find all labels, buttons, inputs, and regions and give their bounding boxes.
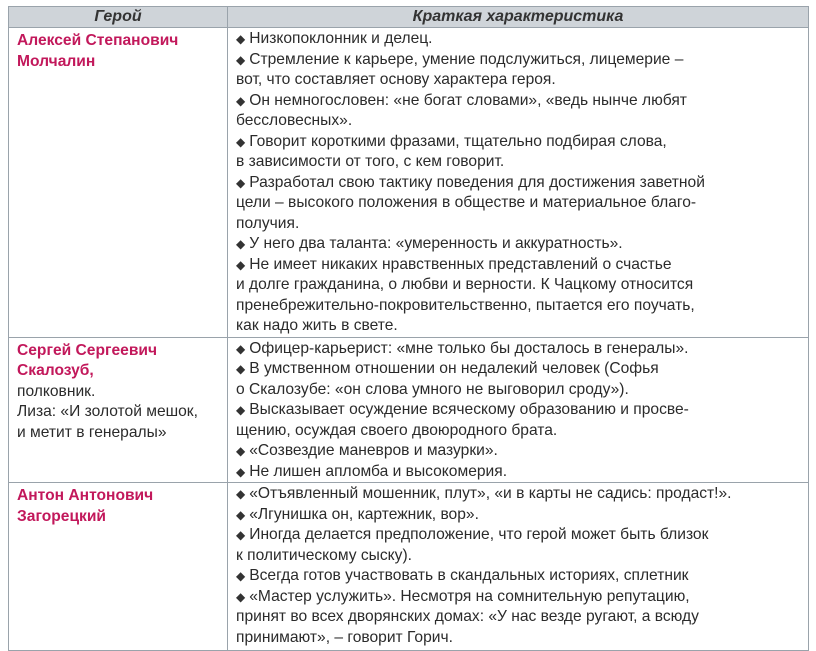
- description-line: [236, 359, 802, 380]
- description-line: [236, 587, 802, 608]
- description-line: [236, 214, 802, 235]
- bullet-diamond-icon: ◆: [236, 237, 246, 251]
- description-text: «Отъявленный мошенник, плут», «и в карты не садись: продаст!».: [249, 485, 732, 502]
- description-line: [236, 628, 802, 649]
- description-line: [236, 29, 802, 50]
- description-text: к политическому сыску).: [236, 546, 413, 564]
- hero-cell: [9, 337, 228, 483]
- description-line: [236, 400, 802, 421]
- description-line: [236, 275, 802, 296]
- hero-name-line: Антон Антонович: [17, 487, 154, 504]
- hero-name-line: Сергей Сергеевич: [17, 341, 158, 359]
- hero-cell: [9, 28, 228, 338]
- bullet-diamond-icon: ◆: [236, 444, 246, 458]
- description-text: цели – высокого положения в обществе и материальное благо-: [236, 194, 697, 211]
- description-text: Иногда делается предположение, что герой может быть близок: [249, 526, 709, 543]
- bullet-diamond-icon: ◆: [236, 487, 246, 501]
- bullet-diamond-icon: ◆: [236, 403, 246, 417]
- description-line: [236, 546, 802, 567]
- description-line: [236, 316, 802, 337]
- description-text: как надо жить в свете.: [236, 317, 398, 334]
- header-description: Краткая характеристика: [228, 7, 809, 28]
- description-text: «Созвездие маневров и мазурки».: [249, 442, 498, 459]
- hero-name-line: Алексей Степанович: [17, 32, 179, 49]
- bullet-diamond-icon: ◆: [236, 569, 246, 583]
- description-cell: [228, 483, 809, 651]
- description-text: пренебрежительно-покровительственно, пытается его поучать,: [236, 296, 695, 314]
- description-text: В умственном отношении он недалекий человек (Софья: [249, 360, 659, 377]
- description-text: Высказывает осуждение всяческому образованию и просве-: [249, 401, 689, 418]
- description-text: в зависимости от того, с кем говорит.: [236, 153, 505, 170]
- description-text: Он немногословен: «не богат словами», «ведь нынче любят: [249, 91, 687, 109]
- description-text: бессловесных».: [236, 112, 353, 129]
- description-cell: [228, 337, 809, 483]
- description-line: [236, 70, 802, 91]
- hero-note-line: Лиза: «И золотой мешок,: [17, 403, 198, 420]
- description-text: Офицер-карьерист: «мне только бы досталось в генералы».: [249, 339, 689, 357]
- description-text: и долге гражданина, о любви и верности. К Чацкому относится: [236, 276, 694, 293]
- description-line: [236, 339, 802, 360]
- hero-name-line: Скалозуб,: [17, 362, 94, 379]
- description-line: [236, 111, 802, 132]
- description-line: [236, 505, 802, 526]
- header-hero: Герой: [9, 7, 228, 28]
- description-line: [236, 441, 802, 462]
- character-table-wrapper: [8, 6, 808, 646]
- description-text: Не лишен апломба и высокомерия.: [249, 462, 508, 480]
- description-text: Стремление к карьере, умение подслужиться, лицемерие –: [249, 50, 684, 68]
- description-line: [236, 296, 802, 317]
- description-line: [236, 193, 802, 214]
- description-text: «Мастер услужить». Несмотря на сомнительную репутацию,: [249, 587, 690, 605]
- description-line: [236, 255, 802, 276]
- description-line: [236, 152, 802, 173]
- description-text: получия.: [236, 214, 300, 232]
- bullet-diamond-icon: ◆: [236, 589, 246, 604]
- table-header-row: [9, 7, 809, 28]
- description-line: [236, 525, 802, 546]
- bullet-diamond-icon: ◆: [236, 341, 246, 356]
- description-text: Не имеет никаких нравственных представлений о счастье: [249, 255, 672, 273]
- description-text: У него два таланта: «умеренность и аккуратность».: [249, 235, 623, 252]
- bullet-diamond-icon: ◆: [236, 507, 246, 522]
- description-text: «Лгунишка он, картежник, вор».: [249, 505, 479, 523]
- bullet-diamond-icon: ◆: [236, 528, 246, 542]
- description-line: [236, 566, 802, 587]
- description-line: [236, 234, 802, 255]
- description-line: [236, 380, 802, 401]
- description-line: [236, 462, 802, 483]
- bullet-diamond-icon: ◆: [236, 93, 246, 108]
- description-text: щению, осуждая своего двоюродного брата.: [236, 421, 558, 439]
- description-line: [236, 607, 802, 628]
- description-text: принят во всех дворянских домах: «У нас везде ругают, а всюду: [236, 608, 699, 625]
- description-text: Разработал свою тактику поведения для достижения заветной: [249, 173, 705, 191]
- description-line: [236, 132, 802, 153]
- bullet-diamond-icon: ◆: [236, 52, 246, 67]
- hero-name-line: Молчалин: [17, 52, 96, 70]
- character-table: [8, 6, 809, 651]
- table-row: [9, 483, 809, 651]
- description-line: [236, 50, 802, 71]
- hero-cell: [9, 483, 228, 651]
- description-text: принимают», – говорит Горич.: [236, 628, 453, 646]
- description-line: [236, 421, 802, 442]
- table-row: [9, 337, 809, 483]
- hero-name-line: Загорецкий: [17, 507, 107, 525]
- bullet-diamond-icon: ◆: [236, 134, 246, 149]
- description-text: Всегда готов участвовать в скандальных историях, сплетник: [249, 567, 689, 584]
- description-line: [236, 91, 802, 112]
- bullet-diamond-icon: ◆: [236, 32, 246, 46]
- bullet-diamond-icon: ◆: [236, 257, 246, 272]
- bullet-diamond-icon: ◆: [236, 362, 246, 376]
- table-row: [9, 28, 809, 338]
- description-line: [236, 484, 802, 505]
- hero-note-line: и метит в генералы»: [17, 423, 167, 441]
- bullet-diamond-icon: ◆: [236, 464, 246, 479]
- description-text: вот, что составляет основу характера героя.: [236, 71, 556, 88]
- description-text: о Скалозубе: «он слова умного не выговорил сроду»).: [236, 380, 629, 398]
- description-text: Говорит короткими фразами, тщательно подбирая слова,: [249, 132, 667, 150]
- hero-note-line: полковник.: [17, 382, 96, 400]
- bullet-diamond-icon: ◆: [236, 175, 246, 190]
- description-text: Низкопоклонник и делец.: [249, 30, 433, 47]
- description-cell: [228, 28, 809, 338]
- description-line: [236, 173, 802, 194]
